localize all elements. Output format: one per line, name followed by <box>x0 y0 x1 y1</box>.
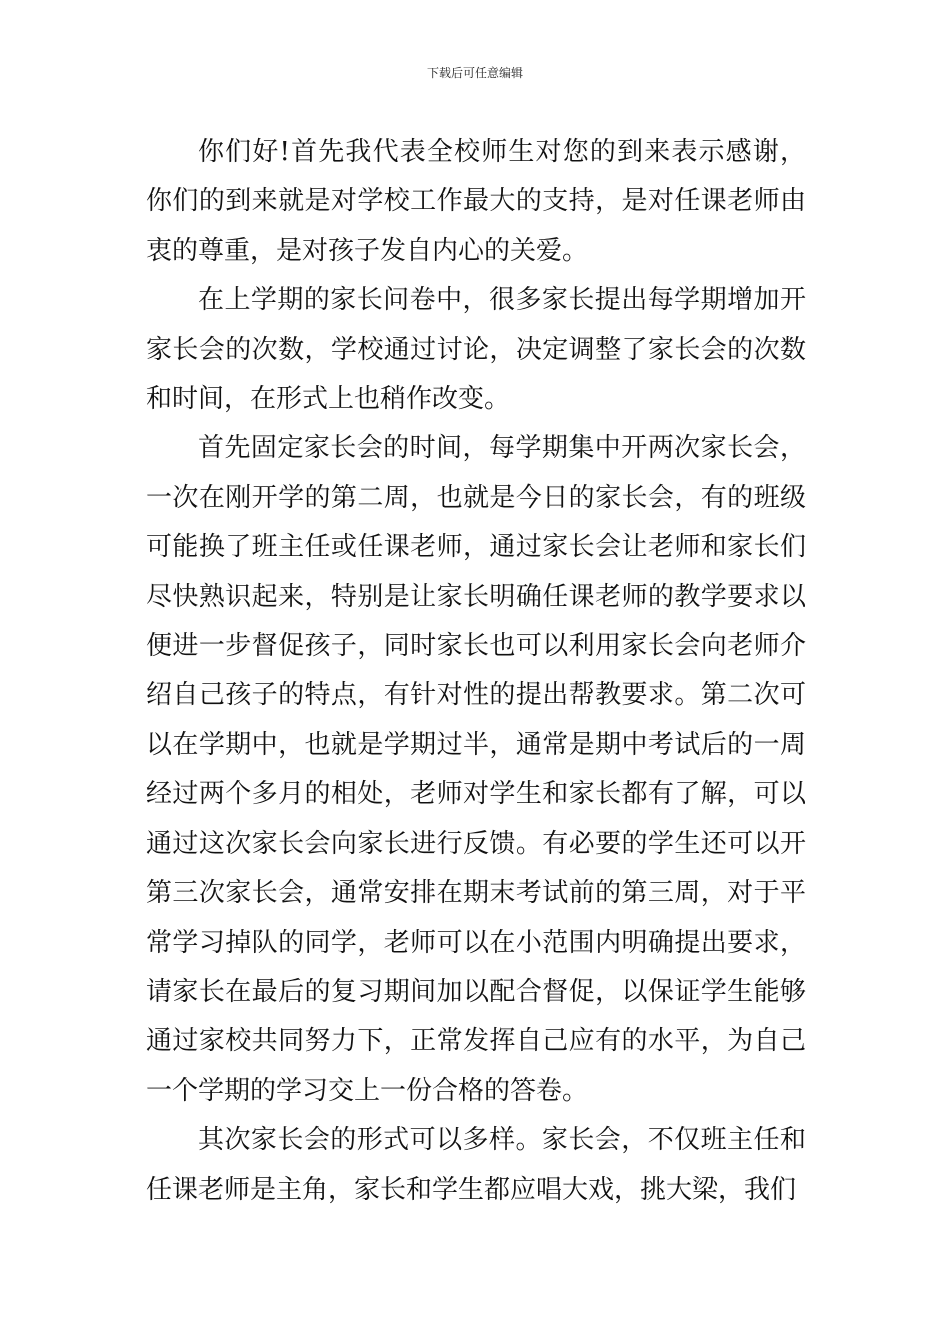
header-note: 下载后可任意编辑 <box>426 66 523 80</box>
paragraph-3: 首先固定家长会的时间，每学期集中开两次家长会，一次在刚开学的第二周，也就是今日的家长会，有的班级可能换了班主任或任课老师，通过家长会让老师和家长们尽快熟识起来，特别是让家长明确任课老师的教学要求以便进一步督促孩子，同时家长也可以利用家长会向老师介绍自己孩子的特点，有针对性的提出帮教要求。第二次可以在学期中，也就是学期过半，通常是期中考试后的一周经过两个多月的相处，老师对学生和家长都有了解，可以通过这次家长会向家长进行反馈。有必要的学生还可以开第三次家长会，通常安排在期末考试前的第三周，对于平常学习掉队的同学，老师可以在小范围内明确提出要求，请家长在最后的复习期间加以配合督促，以保证学生能够通过家校共同努力下，正常发挥自己应有的水平，为自己一个学期的学习交上一份合格的答卷。 <box>146 433 806 1106</box>
paragraph-2: 在上学期的家长问卷中，很多家长提出每学期增加开家长会的次数，学校通过讨论，决定调整了家长会的次数和时间，在形式上也稍作改变。 <box>146 285 806 415</box>
paragraph-4: 其次家长会的形式可以多样。家长会，不仅班主任和任课老师是主角，家长和学生都应唱大戏，挑大梁，我们 <box>146 1125 806 1205</box>
document-body <box>146 128 806 1215</box>
paragraph-1: 你们好!首先我代表全校师生对您的到来表示感谢，你们的到来就是对学校工作最大的支持，是对任课老师由衷的尊重，是对孩子发自内心的关爱。 <box>146 137 806 266</box>
